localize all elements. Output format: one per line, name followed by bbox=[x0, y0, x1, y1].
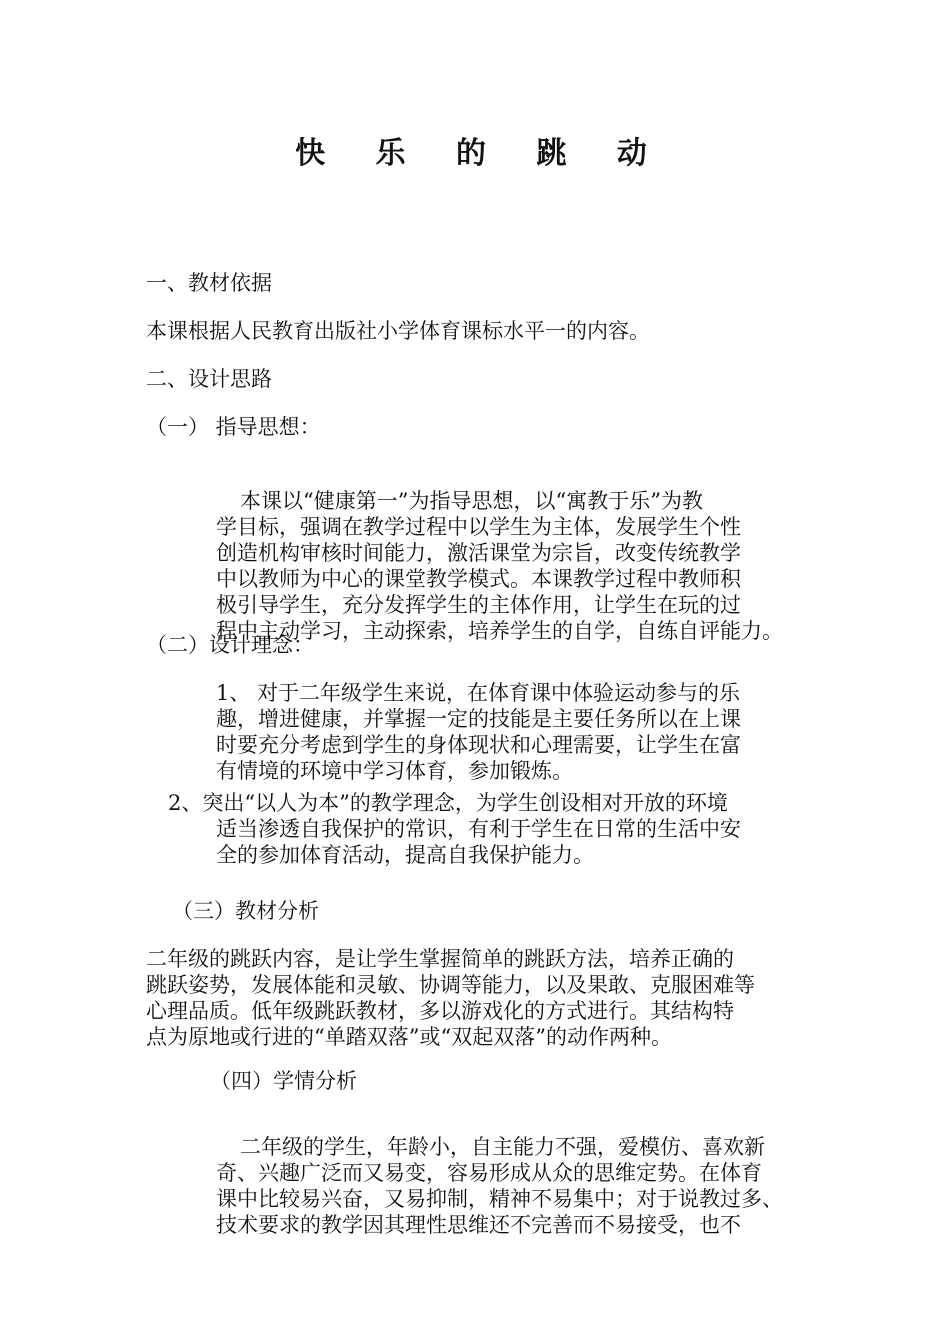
subsection-4-text-body: 二年级的学生，年龄小，自主能力不强，爱模仿、喜欢新 奇、兴趣广泛而又易变，容易形成从众的思维定势。在体育 课中比较易兴奋，又易抑制，精神不易集中；对于说教过多、 技术要求的教学因其理性思维还不完善而不易接受，也不 bbox=[216, 1135, 783, 1237]
subsection-1-text bbox=[216, 462, 826, 644]
section-2-heading: 二、设计思路 bbox=[146, 367, 272, 391]
subsection-2-item-1: 1、 对于二年级学生来说，在体育课中体验运动参与的乐 趣，增进健康，并掌握一定的技能是主要任务所以在上课 时要充分考虑到学生的身体现状和心理需要，让学生在富 有情境的环境中学习体育，参加锻炼。 bbox=[216, 681, 741, 783]
subsection-4-text bbox=[216, 1108, 826, 1238]
subsection-2-item-2-rest: 适当渗透自我保护的常识，有利于学生在日常的生活中安 全的参加体育活动，提高自我保护能力。 bbox=[216, 817, 741, 867]
subsection-1-heading: （一） 指导思想： bbox=[146, 415, 321, 439]
subsection-4-heading: （四）学情分析 bbox=[210, 1069, 357, 1093]
subsection-3-heading: （三）教材分析 bbox=[172, 899, 319, 923]
subsection-1-text-body: 本课以“健康第一”为指导思想，以“寓教于乐”为教 学目标，强调在教学过程中以学生为主体，发展学生个性 创造机构审核时间能力，激活课堂为宗旨，改变传统教学 中以教师为中心的课堂教学模式。本课教学过程中教师积 极引导学生，充分发挥学生的主体作用，让学生在玩的过 程中主动学习，主动探索，培养学生的自学，自练自评能力。 bbox=[216, 489, 783, 643]
section-1-heading: 一、教材依据 bbox=[146, 271, 272, 295]
subsection-3-text: 二年级的跳跃内容，是让学生掌握简单的跳跃方法，培养正确的 跳跃姿势，发展体能和灵敏、协调等能力，以及果敢、克服困难等 心理品质。低年级跳跃教材，多以游戏化的方式进行。其结构特 点为原地或行进的“单踏双落”或“双起双落”的动作两种。 bbox=[146, 947, 755, 1049]
page-title: 快 乐 的 跳 动 bbox=[295, 136, 667, 171]
subsection-2-item-2-first-line: 2、突出“以人为本”的教学理念，为学生创设相对开放的环境 bbox=[168, 791, 728, 815]
subsection-2-heading: （二）设计理念： bbox=[146, 633, 314, 657]
section-1-text: 本课根据人民教育出版社小学体育课标水平一的内容。 bbox=[146, 319, 650, 343]
